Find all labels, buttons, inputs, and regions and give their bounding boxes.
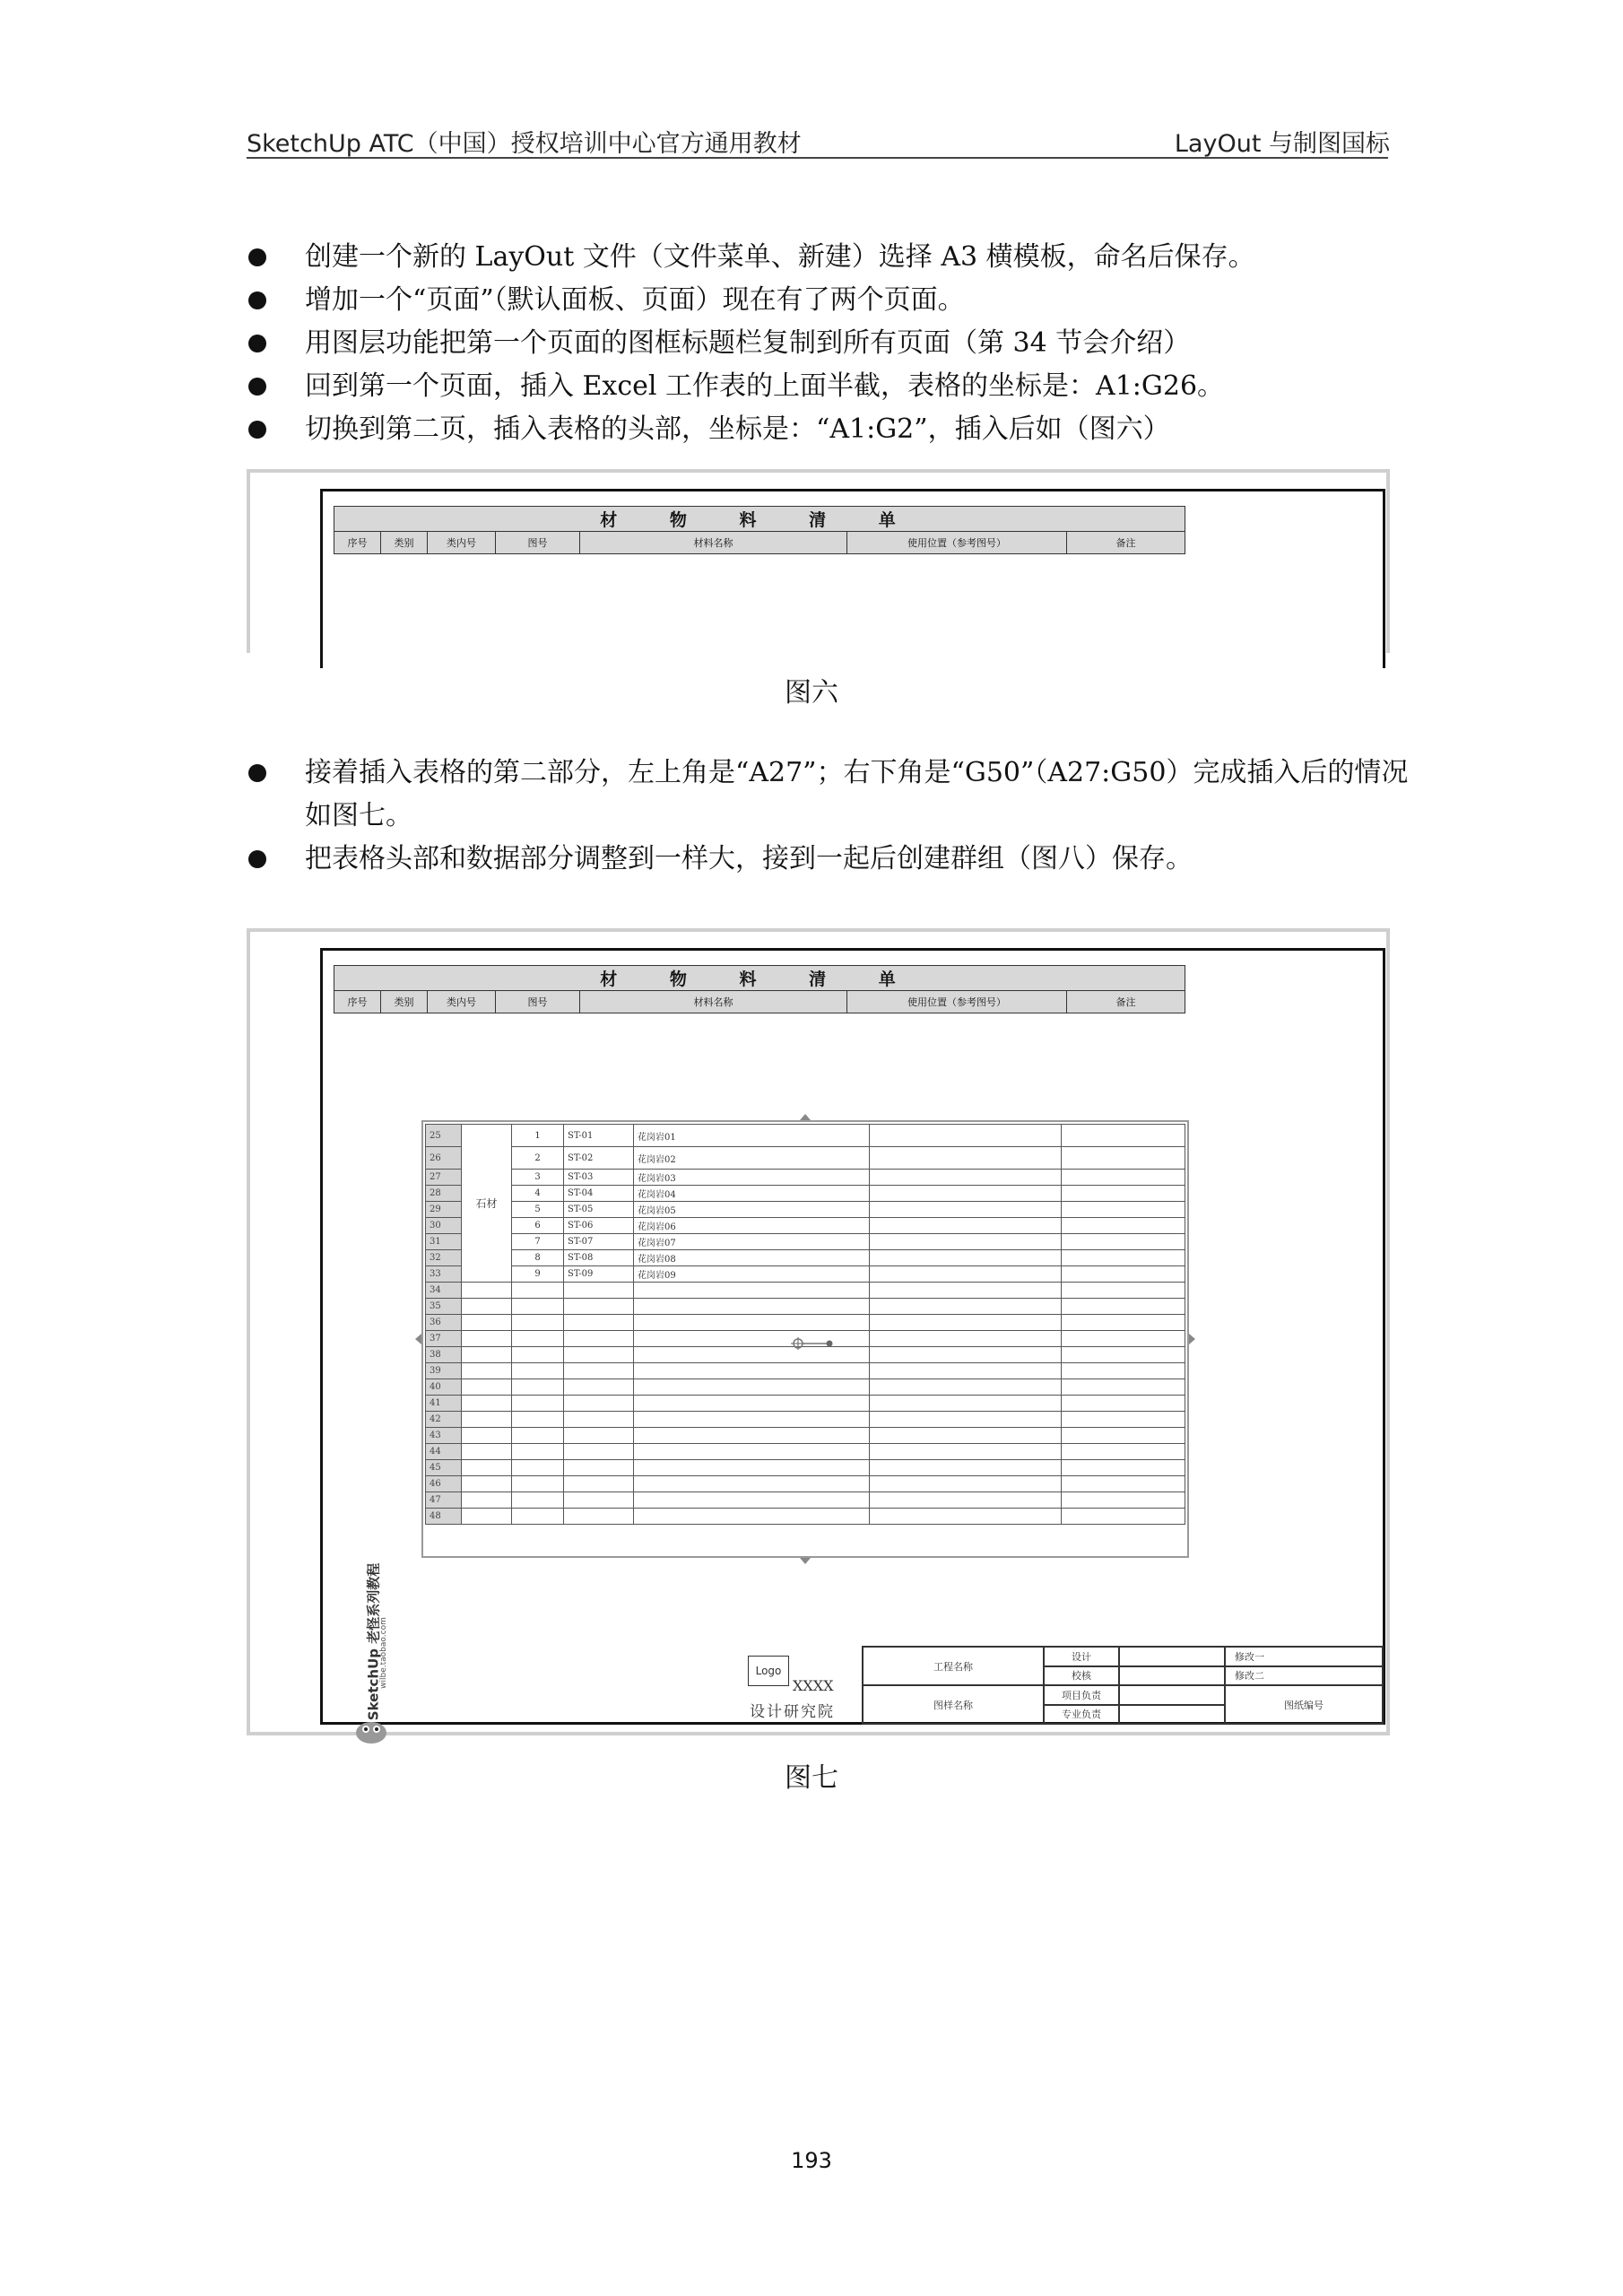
figure-7-caption: 图七 [785, 1762, 838, 1794]
check-label: 校核 [1044, 1666, 1119, 1686]
column-header: 使用位置（参考图号） [847, 991, 1067, 1013]
bullet-dot-icon [248, 335, 266, 352]
resize-handle-top-icon[interactable] [800, 1114, 811, 1120]
material-name-cell: 花岗岩03 [634, 1170, 870, 1186]
discipline-lead-value [1119, 1705, 1225, 1725]
item-index-cell: 2 [512, 1147, 564, 1170]
material-name-cell: 花岗岩02 [634, 1147, 870, 1170]
row-number: 29 [426, 1202, 462, 1218]
item-index-cell: 9 [512, 1266, 564, 1283]
watermark [348, 1562, 398, 1749]
column-header: 序号 [334, 532, 381, 554]
row-number: 34 [426, 1283, 462, 1299]
row-number: 38 [426, 1347, 462, 1363]
item-index-cell: 3 [512, 1170, 564, 1186]
title-block-logo-cell [726, 1647, 863, 1724]
check-value [1119, 1666, 1225, 1686]
column-header: 类别 [381, 991, 428, 1013]
material-list-title: 材 物 料 清 单 [334, 507, 1185, 532]
material-name-cell: 花岗岩06 [634, 1218, 870, 1234]
row-number: 36 [426, 1315, 462, 1331]
column-header: 类内号 [428, 991, 496, 1013]
watermark-url: wilbe.taobao.com [379, 1617, 388, 1689]
item-index-cell: 8 [512, 1250, 564, 1266]
item-index-cell: 5 [512, 1202, 564, 1218]
item-index-cell: 6 [512, 1218, 564, 1234]
material-list-header-table [334, 506, 1185, 554]
row-number: 30 [426, 1218, 462, 1234]
bullet-list-1 [247, 236, 1412, 451]
material-name-cell: 花岗岩05 [634, 1202, 870, 1218]
row-number: 46 [426, 1476, 462, 1492]
material-name-cell: 花岗岩04 [634, 1186, 870, 1202]
figure-7 [247, 928, 1390, 1735]
company-code: XXXX [793, 1677, 834, 1694]
institute-name: 设计研究院 [750, 1703, 835, 1721]
column-header: 材料名称 [580, 991, 847, 1013]
column-header: 材料名称 [580, 532, 847, 554]
project-lead-label: 项目负责 [1044, 1685, 1119, 1705]
bullet-item: 创建一个新的 LayOut 文件（文件菜单、新建）选择 A3 横模板，命名后保存。 [247, 236, 1412, 279]
material-name-cell: 花岗岩01 [634, 1125, 870, 1147]
item-index-cell: 4 [512, 1186, 564, 1202]
material-name-cell: 花岗岩08 [634, 1250, 870, 1266]
figure-6 [247, 469, 1390, 653]
column-header: 备注 [1067, 991, 1185, 1013]
mascot-logo-icon [353, 1715, 389, 1745]
column-header: 类别 [381, 532, 428, 554]
bullet-dot-icon [248, 764, 266, 782]
row-number: 42 [426, 1412, 462, 1428]
item-code-cell: ST-08 [564, 1250, 634, 1266]
design-value [1119, 1647, 1225, 1666]
running-header-right: LayOut 与制图国标 [1174, 130, 1390, 158]
category-cell: 石材 [462, 1125, 512, 1283]
item-code-cell: ST-01 [564, 1125, 634, 1147]
figure-6-caption: 图六 [785, 677, 838, 709]
column-header: 备注 [1067, 532, 1185, 554]
row-number: 35 [426, 1299, 462, 1315]
row-number: 33 [426, 1266, 462, 1283]
row-number: 39 [426, 1363, 462, 1379]
column-header: 序号 [334, 991, 381, 1013]
rotation-origin-icon[interactable] [791, 1337, 834, 1350]
bullet-dot-icon [248, 291, 266, 309]
row-number: 47 [426, 1492, 462, 1509]
row-number: 32 [426, 1250, 462, 1266]
item-code-cell: ST-05 [564, 1202, 634, 1218]
excel-data-table-selection[interactable] [425, 1124, 1185, 1554]
item-code-cell: ST-04 [564, 1186, 634, 1202]
row-number: 40 [426, 1379, 462, 1396]
bullet-item: 增加一个“页面”（默认面板、页面）现在有了两个页面。 [247, 279, 1412, 322]
bullet-item: 回到第一个页面，插入 Excel 工作表的上面半截，表格的坐标是：A1:G26。 [247, 365, 1412, 408]
title-block [726, 1646, 1384, 1725]
item-code-cell: ST-07 [564, 1234, 634, 1250]
row-number: 48 [426, 1509, 462, 1525]
material-list-title: 材 物 料 清 单 [334, 966, 1185, 991]
bullet-dot-icon [248, 421, 266, 439]
item-index-cell: 7 [512, 1234, 564, 1250]
row-number: 27 [426, 1170, 462, 1186]
row-number: 45 [426, 1460, 462, 1476]
revision-1-label: 修改一 [1225, 1647, 1383, 1666]
bullet-item: 用图层功能把第一个页面的图框标题栏复制到所有页面（第 34 节会介绍） [247, 322, 1412, 365]
row-number: 41 [426, 1396, 462, 1412]
bullet-dot-icon [248, 378, 266, 396]
item-index-cell: 1 [512, 1125, 564, 1147]
column-header: 图号 [496, 991, 580, 1013]
bullet-list-2 [247, 752, 1412, 881]
page-number: 193 [791, 2148, 832, 2173]
row-number: 31 [426, 1234, 462, 1250]
drawing-number-label: 图纸编号 [1225, 1685, 1383, 1724]
revision-2-label: 修改二 [1225, 1666, 1383, 1686]
material-name-cell: 花岗岩09 [634, 1266, 870, 1283]
watermark-brand: SketchUp 老怪系列教程 [365, 1562, 382, 1721]
column-header: 使用位置（参考图号） [847, 532, 1067, 554]
row-number: 25 [426, 1125, 462, 1147]
row-number: 28 [426, 1186, 462, 1202]
bullet-dot-icon [248, 850, 266, 868]
resize-handle-left-icon[interactable] [415, 1334, 421, 1344]
item-code-cell: ST-06 [564, 1218, 634, 1234]
project-lead-value [1119, 1685, 1225, 1705]
project-name-label: 工程名称 [863, 1647, 1044, 1685]
row-number: 26 [426, 1147, 462, 1170]
bullet-item: 切换到第二页，插入表格的头部，坐标是：“A1:G2”，插入后如（图六） [247, 408, 1412, 451]
row-number: 43 [426, 1428, 462, 1444]
running-header-left: SketchUp ATC（中国）授权培训中心官方通用教材 [247, 130, 802, 158]
column-header: 图号 [496, 532, 580, 554]
row-number: 44 [426, 1444, 462, 1460]
row-number: 37 [426, 1331, 462, 1347]
header-rule [247, 157, 1388, 159]
item-code-cell: ST-03 [564, 1170, 634, 1186]
drawing-name-label: 图样名称 [863, 1685, 1044, 1724]
material-list-header-table [334, 965, 1185, 1013]
design-label: 设计 [1044, 1647, 1119, 1666]
material-name-cell: 花岗岩07 [634, 1234, 870, 1250]
bullet-item: 接着插入表格的第二部分，左上角是“A27”；右下角是“G50”（A27:G50）完成插入后的情况如图七。 [247, 752, 1412, 838]
resize-handle-bottom-icon[interactable] [800, 1558, 811, 1564]
column-header: 类内号 [428, 532, 496, 554]
bullet-item: 把表格头部和数据部分调整到一样大，接到一起后创建群组（图八）保存。 [247, 838, 1412, 881]
discipline-lead-label: 专业负责 [1044, 1705, 1119, 1725]
logo-box: Logo [748, 1656, 789, 1686]
resize-handle-right-icon[interactable] [1189, 1334, 1195, 1344]
drawing-sheet [320, 489, 1385, 668]
item-code-cell: ST-09 [564, 1266, 634, 1283]
bullet-dot-icon [248, 248, 266, 266]
item-code-cell: ST-02 [564, 1147, 634, 1170]
drawing-sheet [320, 948, 1385, 1725]
